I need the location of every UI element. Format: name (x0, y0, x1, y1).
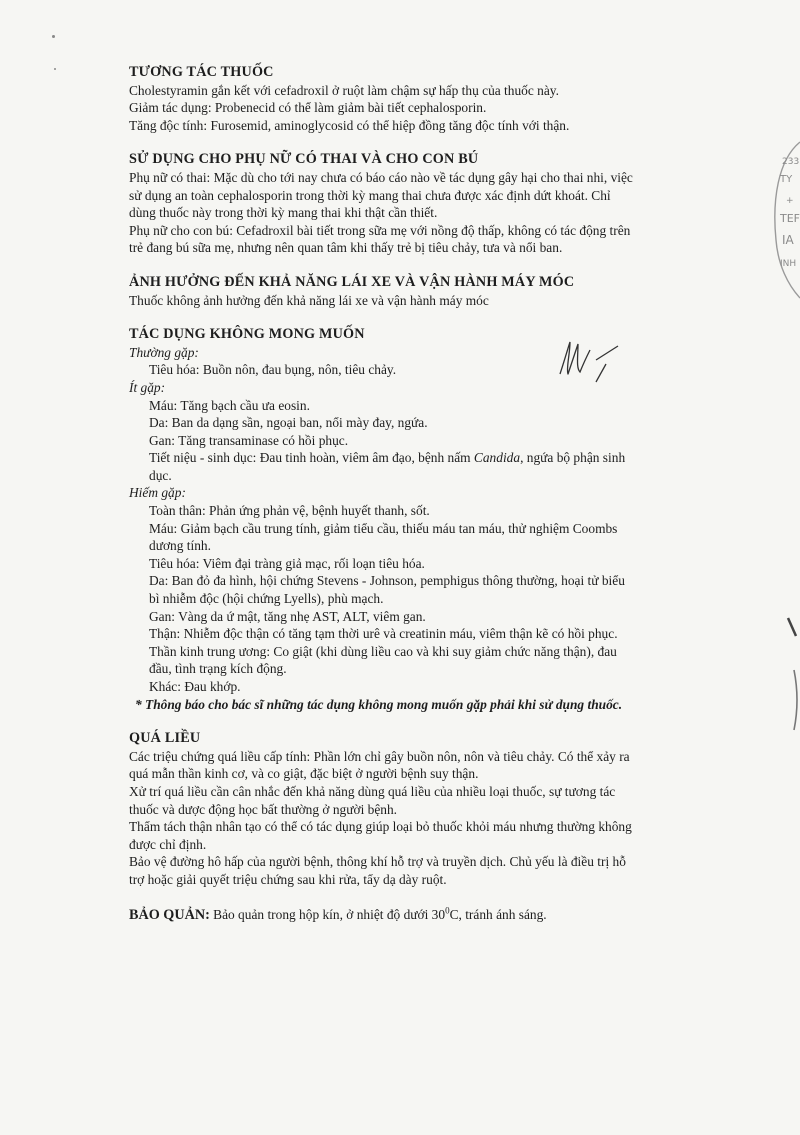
frequency-label-uncommon: Ít gặp: (129, 379, 166, 395)
text-line: trẻ đang bú sữa mẹ, nhưng nên quan tâm khi thấy trẻ bị tiêu chảy, tưa và nổi ban. (129, 240, 563, 256)
text-line: trợ hoặc giải quyết triệu chứng sau khi rửa, tẩy dạ dày ruột. (129, 871, 447, 887)
adverse-line: Máu: Tăng bạch cầu ưa eosin. (149, 397, 310, 413)
text-line: Giảm tác dụng: Probenecid có thể làm giảm bài tiết cephalosporin. (129, 100, 487, 116)
adverse-urinary-text: Tiết niệu - sinh dục: Đau tinh hoàn, viêm âm đạo, bệnh nấm (149, 450, 474, 466)
adverse-line: Tiêu hóa: Viêm đại tràng giả mạc, rối loạn tiêu hóa. (149, 555, 425, 571)
adverse-urinary-text-end: , ngứa bộ phận sinh (520, 450, 626, 466)
section-heading-interactions: TƯƠNG TÁC THUỐC (129, 64, 274, 80)
section-heading-driving: ẢNH HƯỞNG ĐẾN KHẢ NĂNG LÁI XE VÀ VẬN HÀNH MÁY MÓC (129, 273, 575, 290)
text-line: Thẩm tách thận nhân tạo có thể có tác dụng giúp loại bỏ thuốc khỏi máu nhưng thường không (129, 819, 632, 835)
adverse-notice: * Thông báo cho bác sĩ những tác dụng không mong muốn gặp phải khi sử dụng thuốc. (135, 696, 623, 712)
section-heading-adverse: TÁC DỤNG KHÔNG MONG MUỐN (129, 326, 365, 343)
text-line: Phụ nữ cho con bú: Cefadroxil bài tiết trong sữa mẹ với nồng độ thấp, không có tác động trên (129, 222, 631, 238)
text-line: thuốc và dược động học bất thường ở người bệnh. (129, 801, 398, 817)
section-heading-overdose: QUÁ LIỀU (129, 730, 201, 747)
section-heading-pregnancy: SỬ DỤNG CHO PHỤ NỮ CÓ THAI VÀ CHO CON BÚ (129, 151, 479, 168)
frequency-label-common: Thường gặp: (129, 344, 199, 360)
adverse-line: Gan: Vàng da ứ mật, tăng nhẹ AST, ALT, viêm gan. (149, 608, 426, 624)
adverse-line: Máu: Giảm bạch cầu trung tính, giảm tiểu cầu, thiếu máu tan máu, thử nghiệm Coombs (149, 520, 618, 536)
text-line: quá mẫn thần kinh cơ, và co giật, đặc biệt ở người bệnh suy thận. (129, 766, 479, 782)
stamp-fragment-icon (766, 140, 800, 300)
adverse-line: bì nhiễm độc (hội chứng Lyells), phù mạch. (149, 591, 384, 607)
scan-edge-mark-icon (784, 610, 800, 760)
storage-text: Bảo quản trong hộp kín, ở nhiệt độ dưới 30 (209, 906, 446, 922)
adverse-line: Tiêu hóa: Buồn nôn, đau bụng, nôn, tiêu chảy. (149, 362, 397, 378)
scan-speck (52, 35, 55, 38)
text-line: sử dụng an toàn cephalosporin trong thời kỳ mang thai chưa được xác định dứt khoát. Chỉ (129, 187, 611, 203)
stamp-text: TY (780, 174, 793, 185)
svg-text:+: + (786, 196, 794, 206)
storage-line (129, 906, 689, 925)
text-line: Tăng độc tính: Furosemid, aminoglycosid có thể hiệp đồng tăng độc tính với thận. (129, 117, 570, 133)
text-line: được chỉ định. (129, 836, 207, 852)
storage-degree: 0 (445, 905, 450, 916)
adverse-line: Gan: Tăng transaminase có hồi phục. (149, 432, 349, 448)
text-line: Các triệu chứng quá liều cấp tính: Phần lớn chỉ gây buồn nôn, nôn và tiêu chảy. Có thể xảy ra (129, 748, 630, 764)
stamp-text: 233 (782, 157, 800, 167)
document-body (129, 64, 689, 924)
adverse-urinary-italic: Candida (473, 450, 521, 466)
adverse-line: dương tính. (149, 538, 211, 554)
stamp-text: IA (782, 233, 794, 247)
section-heading-storage: BẢO QUẢN: (129, 906, 210, 923)
adverse-line: Thận: Nhiễm độc thận có tăng tạm thời urê và creatinin máu, viêm thận kẽ có hồi phục. (149, 626, 618, 642)
text-line: Phụ nữ có thai: Mặc dù cho tới nay chưa có báo cáo nào về tác dụng gây hại cho thai nhi, việc (129, 169, 633, 185)
adverse-line: Thần kinh trung ương: Co giật (khi dùng liều cao và khi suy giảm chức năng thận), đau (149, 643, 617, 659)
adverse-line: dục. (149, 467, 172, 483)
text-line: Cholestyramin gắn kết với cefadroxil ở ruột làm chậm sự hấp thụ của thuốc này. (129, 82, 559, 98)
adverse-line: Khác: Đau khớp. (149, 679, 241, 694)
frequency-label-rare: Hiếm gặp: (129, 485, 186, 501)
adverse-line: Da: Ban da dạng sần, ngoại ban, nổi mày đay, ngứa. (149, 415, 428, 431)
storage-text-end: C, tránh ánh sáng. (449, 906, 547, 922)
adverse-line: đầu, tình trạng kích động. (149, 661, 287, 677)
text-line: Thuốc không ảnh hưởng đến khả năng lái xe và vận hành máy móc (129, 292, 489, 308)
text-line: dùng thuốc này trong thời kỳ mang thai khi thật cần thiết. (129, 205, 438, 221)
scan-speck (54, 68, 56, 70)
text-line: Xử trí quá liều cần cân nhắc đến khả năng dùng quá liều của nhiều loại thuốc, sự tương tác (129, 783, 616, 799)
stamp-text: TEF (780, 212, 800, 225)
stamp-text: INH (780, 259, 797, 269)
adverse-line: Toàn thân: Phản ứng phản vệ, bệnh huyết thanh, sốt. (149, 503, 430, 519)
adverse-line-urinary (129, 449, 689, 467)
adverse-line: Da: Ban đỏ đa hình, hội chứng Stevens - Johnson, pemphigus thông thường, hoại tử biểu (149, 573, 625, 589)
text-line: Bảo vệ đường hô hấp của người bệnh, thông khí hỗ trợ và truyền dịch. Chủ yếu là điều trị hỗ (129, 854, 626, 870)
